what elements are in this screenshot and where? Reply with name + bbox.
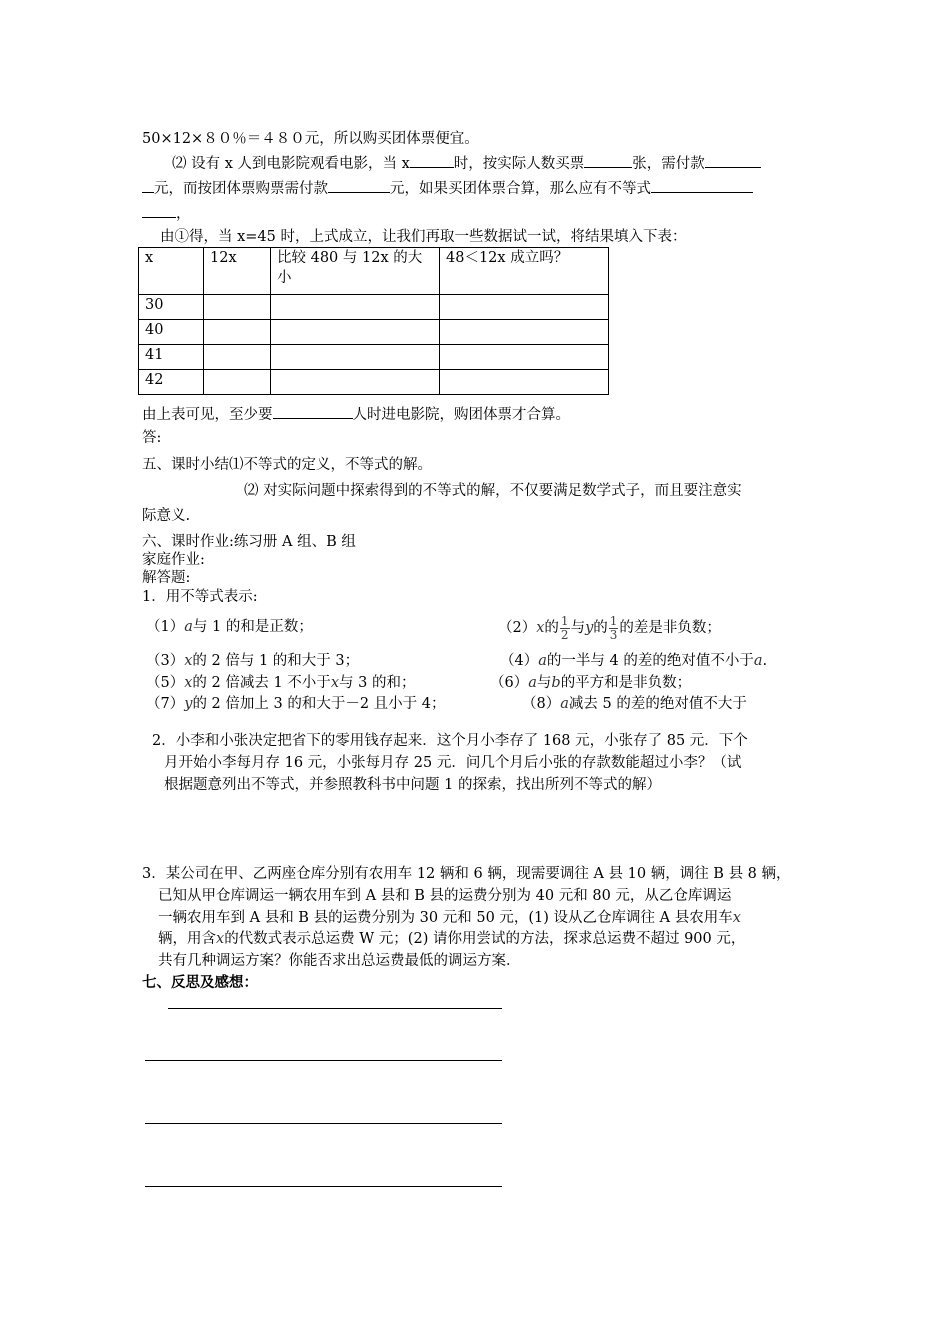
cell-input[interactable] [271, 370, 440, 395]
data-table [138, 247, 609, 395]
question-2-line-3: ， [142, 203, 191, 224]
cell-input[interactable] [440, 295, 609, 320]
family-homework-label: 家庭作业: [142, 552, 205, 568]
summary-line-1: 五、课时小结⑴不等式的定义，不等式的解。 [142, 457, 432, 473]
cell-input[interactable] [271, 345, 440, 370]
blank-ticket-count[interactable] [584, 153, 632, 168]
fraction-one-third: $\frac{1}{3}$ [609, 613, 618, 642]
item-1: （1）a与 1 的和是正数； [146, 619, 313, 635]
table-row [139, 295, 609, 320]
item-8: （8）a减去 5 的差的绝对值不大于 [522, 696, 747, 712]
table-instruction: 由①得，当 x=45 时，上式成立，让我们再取一些数据试一试，将结果填入下表： [160, 229, 687, 245]
question-3-text-2: 已知从甲仓库调运一辆农用车到 A 县和 B 县的运费分别为 40 元和 80 元，从乙仓库调运 [158, 888, 732, 904]
table-row [139, 370, 609, 395]
cell-input[interactable] [271, 320, 440, 345]
question-3-text-5: 共有几种调运方案？你能否求出总运费最低的调运方案． [158, 953, 521, 969]
cell-input[interactable] [271, 295, 440, 320]
question-2-text-1: 2．小李和小张决定把省下的零用钱存起来．这个月小李存了 168 元，小张存了 85 元．下个 [152, 733, 748, 749]
table-conclusion: 由上表可见，至少要 人时进电影院，购团体票才合算。 [142, 404, 570, 425]
cell-input[interactable] [204, 295, 271, 320]
item-6: （6）a与b的平方和是非负数； [490, 675, 692, 691]
question-3-text-3: 一辆农用车到 A 县和 B 县的运费分别为 30 元和 50 元，(1) 设从乙仓库调往 A 县农用车x [158, 910, 741, 926]
cell-input[interactable] [204, 345, 271, 370]
cell-input[interactable] [440, 370, 609, 395]
header-12x: 12x [204, 248, 271, 295]
blank-inequality[interactable] [651, 178, 753, 193]
header-holds: 48＜12x 成立吗？ [440, 248, 609, 295]
reflection-title: 七、反思及感想： [142, 975, 258, 991]
header-x: x [139, 248, 204, 295]
blank-inequality-cont[interactable] [142, 203, 176, 218]
question-2-line-2: 元，而按团体票购票需付款 元，如果买团体票合算，那么应有不等式 [142, 178, 753, 199]
item-5: （5）x的 2 倍减去 1 不小于x与 3 的和； [146, 675, 416, 691]
item-2: （2）x的 $\frac{1}{2}$ 与y的 $\frac{1}{3}$ 的差是非负数； [498, 613, 721, 642]
summary-line-3: 际意义. [142, 508, 191, 524]
summary-line-2: ⑵ 对实际问题中探索得到的不等式的解，不仅要满足数学式子，而且要注意实 [244, 483, 742, 499]
reflection-line[interactable] [145, 1060, 502, 1061]
header-compare: 比较 480 与 12x 的大小 [271, 248, 440, 295]
question-1-title: 1．用不等式表示: [142, 589, 258, 605]
item-7: （7）y的 2 倍加上 3 的和大于－2 且小于 4； [146, 696, 446, 712]
answer-label: 答: [142, 430, 162, 446]
question-2-text-2: 月开始小李每月存 16 元，小张每月存 25 元．问几个月后小张的存款数能超过小李？（试 [164, 755, 742, 771]
question-3-text-4: 辆，用含x的代数式表示总运费 W 元；(2) 请你用尝试的方法，探求总运费不超过 900 元， [158, 931, 746, 947]
reflection-line[interactable] [145, 1186, 502, 1187]
blank-actual-payment[interactable] [705, 153, 761, 168]
question-3-text-1: 3．某公司在甲、乙两座仓库分别有农用车 12 辆和 6 辆，现需要调往 A 县 10 辆，调往 B 县 8 辆， [142, 866, 791, 882]
fraction-one-half: $\frac{1}{2}$ [560, 613, 569, 642]
item-3: （3）x的 2 倍与 1 的和大于 3； [146, 653, 360, 669]
blank-minimum-people[interactable] [273, 404, 353, 419]
reflection-line[interactable] [168, 1008, 502, 1009]
table-row [139, 345, 609, 370]
cell-input[interactable] [440, 345, 609, 370]
blank-actual-payment-cont[interactable] [142, 178, 154, 193]
cell-x: 30 [139, 295, 204, 320]
cell-input[interactable] [204, 370, 271, 395]
table-row [139, 320, 609, 345]
cell-input[interactable] [204, 320, 271, 345]
question-2-text-3: 根据题意列出不等式，并参照教科书中问题 1 的探索，找出所列不等式的解） [164, 777, 661, 793]
cell-x: 42 [139, 370, 204, 395]
line-group-ticket-cost: 50×12×８０％＝４８０元，所以购买团体票便宜。 [142, 131, 479, 147]
solve-label: 解答题: [142, 570, 191, 586]
cell-x: 40 [139, 320, 204, 345]
table-header-row [139, 248, 609, 295]
blank-group-payment[interactable] [328, 178, 390, 193]
homework-title: 六、课时作业:练习册 A 组、B 组 [142, 534, 356, 550]
cell-input[interactable] [440, 320, 609, 345]
item-4: （4）a的一半与 4 的差的绝对值不小于a. [500, 653, 768, 669]
question-2-line: ⑵ 设有 x 人到电影院观看电影，当 x 时，按实际人数买票 张，需付款 [172, 153, 761, 174]
reflection-line[interactable] [145, 1123, 502, 1124]
cell-x: 41 [139, 345, 204, 370]
blank-x-condition[interactable] [410, 153, 454, 168]
